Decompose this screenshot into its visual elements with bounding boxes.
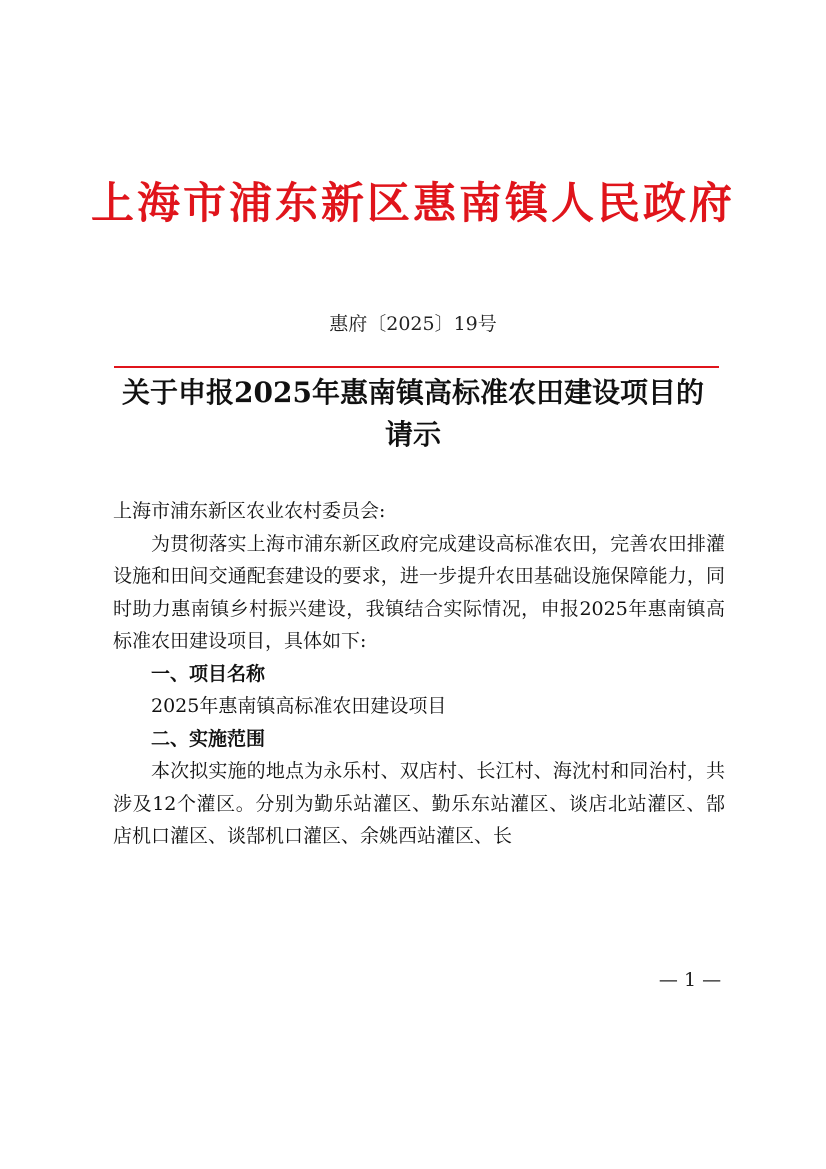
document-body xyxy=(113,495,725,853)
page-number: — 1 — xyxy=(658,969,722,991)
document-title xyxy=(90,372,736,456)
document-number: 惠府〔2025〕19号 xyxy=(329,313,497,335)
section-2-heading: 二、实施范围 xyxy=(151,727,266,750)
addressee: 上海市浦东新区农业农村委员会: xyxy=(113,500,386,522)
document-title-line-2: 请示 xyxy=(384,418,441,451)
section-2-text: 本次拟实施的地点为永乐村、双店村、长江村、海沈村和同治村，共涉及12个灌区。分别为勤乐站灌区、勤乐东站灌区、谈店北站灌区、郜店机口灌区、谈郜机口灌区、余姚西站灌区、长 xyxy=(113,760,725,847)
section-1-text: 2025年惠南镇高标准农田建设项目 xyxy=(151,695,447,717)
red-divider-line xyxy=(114,366,719,368)
document-title-line-1: 关于申报2025年惠南镇高标准农田建设项目的 xyxy=(122,376,704,409)
intro-paragraph: 为贯彻落实上海市浦东新区政府完成建设高标准农田，完善农田排灌设施和田间交通配套建设的要求，进一步提升农田基础设施保障能力，同时助力惠南镇乡村振兴建设，我镇结合实际情况，申报2025年惠南镇高标准农田建设项目，具体如下: xyxy=(113,532,725,652)
issuing-organization-header: 上海市浦东新区惠南镇人民政府 xyxy=(91,179,735,229)
section-1-heading: 一、项目名称 xyxy=(151,662,266,685)
